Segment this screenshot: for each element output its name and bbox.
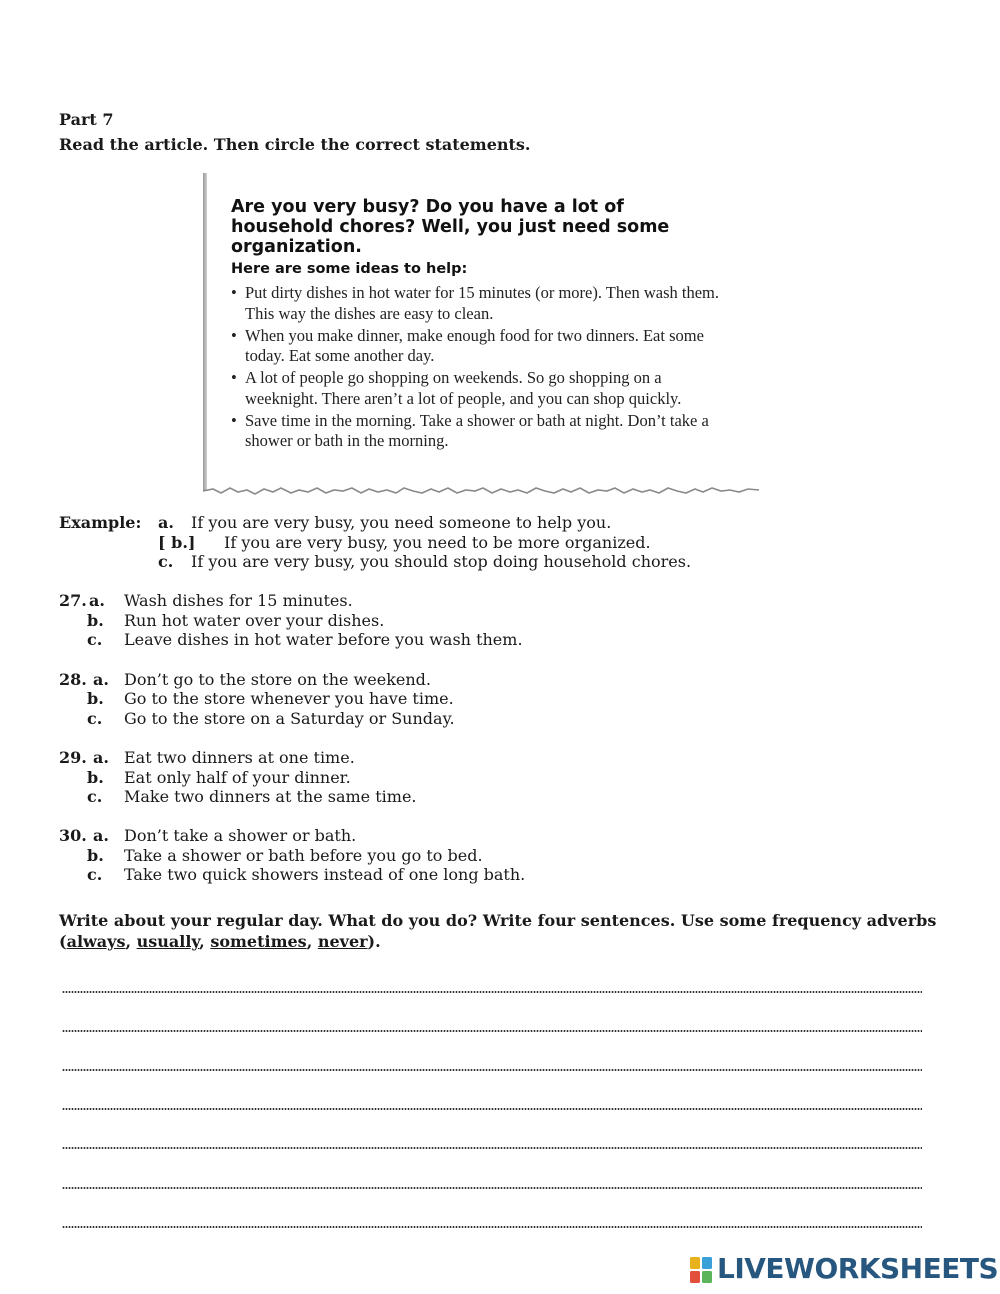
writing-line[interactable] [62,1069,922,1071]
option-letter[interactable]: b. [87,689,104,708]
option-text[interactable]: Don’t take a shower or bath. [124,826,357,845]
option-letter[interactable]: c. [87,709,103,728]
option-letter[interactable]: a. [93,670,109,689]
option-text[interactable]: Go to the store whenever you have time. [124,689,454,708]
writing-line[interactable] [62,1187,922,1189]
option-text[interactable]: Don’t go to the store on the weekend. [124,670,431,689]
instructions: Read the article. Then circle the correct statements. [59,135,531,154]
option-letter[interactable]: a. [93,826,109,845]
option-text[interactable]: Make two dinners at the same time. [124,787,417,806]
example-option-letter[interactable]: c. [158,552,174,571]
article-box [203,173,763,495]
example-label: Example: [59,513,142,532]
adverb-usually: usually [136,932,200,951]
example-option-letter[interactable]: [ b.] [158,533,196,552]
article-border [203,173,207,491]
option-letter[interactable]: c. [87,787,103,806]
liveworksheets-logo [690,1252,999,1285]
question-number: 28. [59,670,87,689]
option-text[interactable]: Take two quick showers instead of one long bath. [124,865,526,884]
option-text[interactable]: Eat only half of your dinner. [124,768,351,787]
writing-line[interactable] [62,991,922,993]
article-subheading: Here are some ideas to help: [231,261,468,277]
torn-edge [203,485,761,497]
bullet-icon: • [231,368,237,387]
writing-prompt: Write about your regular day. What do you do? Write four sentences. Use some frequency adverbs (always, usually, sometimes, never). [59,911,937,951]
option-letter[interactable]: b. [87,846,104,865]
example-option-text: If you are very busy, you need to be more organized. [224,533,651,552]
option-letter[interactable]: b. [87,768,104,787]
writing-line[interactable] [62,1226,922,1228]
option-letter[interactable]: c. [87,865,103,884]
writing-line[interactable] [62,1030,922,1032]
adverb-never: never [317,932,368,951]
option-text[interactable]: Eat two dinners at one time. [124,748,355,767]
option-text[interactable]: Go to the store on a Saturday or Sunday. [124,709,455,728]
bullet-icon: • [231,283,237,302]
bullet-icon: • [231,410,237,430]
option-text[interactable]: Take a shower or bath before you go to bed. [124,846,483,865]
option-letter[interactable]: b. [87,611,104,630]
question-number: 29. [59,748,87,767]
adverb-always: always [66,932,126,951]
option-letter[interactable]: c. [87,630,103,649]
option-text[interactable]: Run hot water over your dishes. [124,611,385,630]
option-text[interactable]: Wash dishes for 15 minutes. [124,591,353,610]
bullet-icon: • [231,325,237,345]
writing-line[interactable] [62,1108,922,1110]
option-text[interactable]: Leave dishes in hot water before you wash them. [124,630,523,649]
example-option-text: If you are very busy, you need someone to help you. [191,513,612,532]
writing-line[interactable] [62,1147,922,1149]
part-title: Part 7 [59,110,114,129]
tips-list [231,283,731,453]
logo-text: LIVEWORKSHEETS [717,1252,999,1285]
tip-item: • When you make dinner, make enough food for two dinners. Eat some today. Eat some another day. [231,325,704,365]
tip-item: • A lot of people go shopping on weekends. So go shopping on a weeknight. There aren’t a lot of people, and you can shop quickly. [231,368,682,408]
tip-item: • Save time in the morning. Take a shower or bath at night. Don’t take a shower or bath in the morning. [231,410,709,450]
example-option-text: If you are very busy, you should stop doing household chores. [191,552,692,571]
adverb-sometimes: sometimes [210,932,307,951]
option-letter[interactable]: a. [93,748,109,767]
question-number: 30. [59,826,87,845]
question-number: 27. [59,591,87,610]
tip-item: • Put dirty dishes in hot water for 15 minutes (or more). Then wash them. This way the dishes are easy to clean. [231,283,719,323]
example-option-letter[interactable]: a. [158,513,174,532]
option-letter[interactable]: a. [89,591,105,610]
logo-blocks-icon [690,1257,714,1283]
article-heading: Are you very busy? Do you have a lot of household chores? Well, you just need some organization. [231,197,670,257]
